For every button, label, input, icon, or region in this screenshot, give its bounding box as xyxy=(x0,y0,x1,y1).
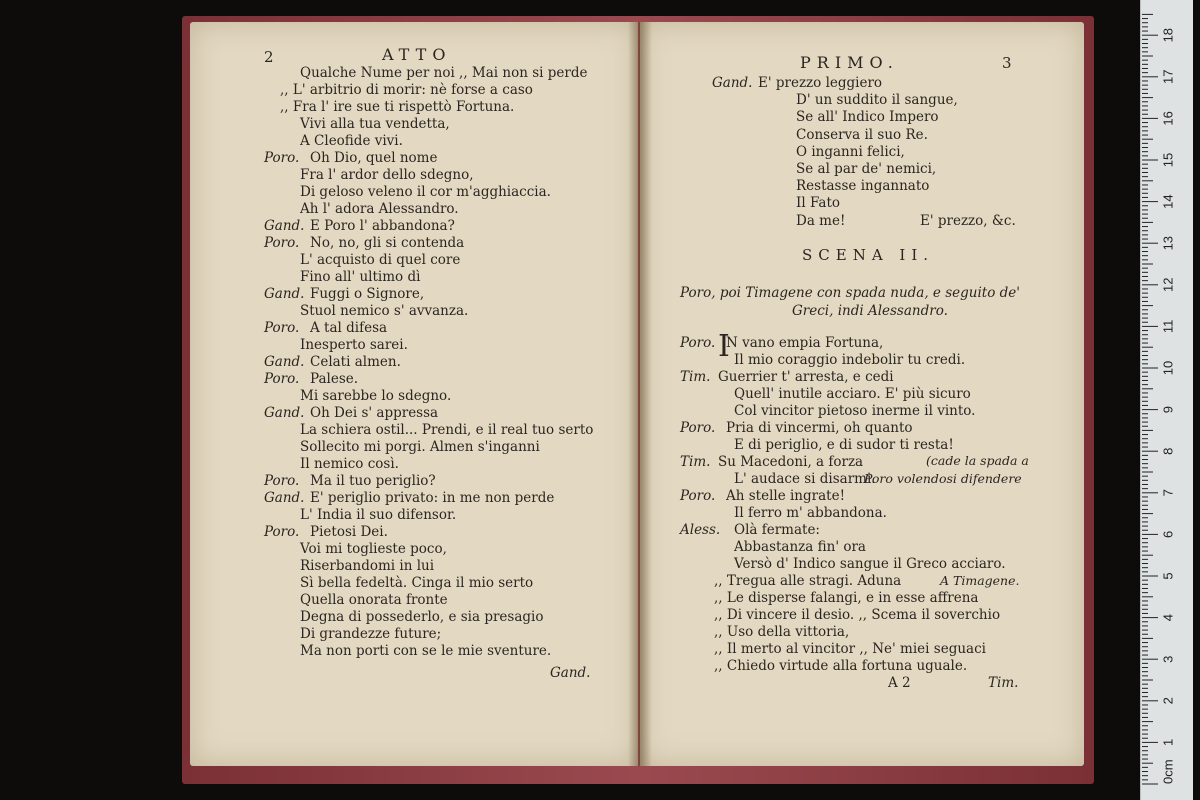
left-page-line: Oh Dio, quel nome xyxy=(310,150,438,166)
aria-speaker: Gand. xyxy=(712,75,753,91)
right-page-line: ,, Le disperse falangi, e in esse affrena xyxy=(714,590,979,606)
aria-line: Da me! xyxy=(796,212,846,229)
left-page-speaker: Gand. xyxy=(264,354,305,370)
left-page-line: A tal difesa xyxy=(310,320,388,336)
aria-line: O inganni felici, xyxy=(796,143,905,160)
right-page-speaker: Poro. xyxy=(680,488,716,504)
aria-line: Se all' Indico Impero xyxy=(796,109,939,126)
ruler-label: 1 xyxy=(1160,738,1176,747)
right-page-line: L' audace si disarmi. xyxy=(734,471,876,487)
left-page-line: Voi mi toglieste poco, xyxy=(300,541,447,557)
stage-direction-line-2: Greci, indi Alessandro. xyxy=(792,303,948,319)
left-page-line: E' periglio privato: in me non perde xyxy=(310,490,555,506)
left-page-line: E Poro l' abbandona? xyxy=(310,218,455,234)
left-running-head: ATTO xyxy=(382,45,452,64)
left-page-line: Palese. xyxy=(310,371,359,387)
right-page-line: Guerrier t' arresta, e cedi xyxy=(718,369,894,385)
left-page-line: Mi sarebbe lo sdegno. xyxy=(300,388,452,404)
left-page-line: Ah l' adora Alessandro. xyxy=(300,201,459,217)
left-page-line: Fino all' ultimo dì xyxy=(300,269,421,285)
ruler-label: 12 xyxy=(1160,277,1176,293)
stage-note-timagene: A Timagene. xyxy=(940,573,1020,588)
right-page-speaker: Tim. xyxy=(680,454,711,470)
ruler-label: 13 xyxy=(1160,235,1176,251)
left-page-line: Di grandezze future; xyxy=(300,626,442,642)
right-catchword: Tim. xyxy=(988,675,1019,691)
left-page-speaker: Poro. xyxy=(264,235,300,251)
stage-note-poro: Poro volendosi difendere xyxy=(864,471,1022,486)
left-page-speaker: Gand. xyxy=(264,286,305,302)
left-page-line: Fra l' ardor dello sdegno, xyxy=(300,167,474,183)
ruler-label: 8 xyxy=(1160,447,1176,455)
right-page-line: Su Macedoni, a forza xyxy=(718,454,864,470)
left-page-line: Di geloso veleno il cor m'agghiaccia. xyxy=(300,184,551,200)
right-page-speaker: Tim. xyxy=(680,369,711,385)
left-page-line: L' acquisto di quel core xyxy=(300,252,461,268)
left-page-line: No, no, gli si contenda xyxy=(310,235,465,251)
measuring-ruler xyxy=(1140,0,1193,800)
ruler-label: 9 xyxy=(1160,405,1176,414)
left-page-line: Inesperto sarei. xyxy=(300,337,408,353)
drop-initial: I xyxy=(718,329,730,364)
left-page-line: Vivi alla tua vendetta, xyxy=(300,116,450,132)
left-page-line: Il nemico così. xyxy=(300,456,399,472)
ruler-scale xyxy=(1141,0,1193,800)
right-page-speaker: Aless. xyxy=(680,522,721,538)
aria-line: Se al par de' nemici, xyxy=(796,161,937,177)
left-page-speaker: Gand. xyxy=(264,405,305,421)
left-page-line: Sì bella fedeltà. Cinga il mio serto xyxy=(300,575,534,591)
left-page-line: Celati almen. xyxy=(310,354,401,370)
left-page-line: Oh Dei s' appressa xyxy=(310,405,439,421)
left-page-line: Ma non porti con se le mie sventure. xyxy=(300,643,552,659)
right-page-line: Pria di vincermi, oh quanto xyxy=(726,420,913,436)
left-page-line: Riserbandomi in lui xyxy=(300,558,435,574)
ruler-label: 6 xyxy=(1160,530,1176,539)
right-page-line: Versò d' Indico sangue il Greco acciaro. xyxy=(734,556,1006,572)
right-page-line: ,, Uso della vittoria, xyxy=(714,624,850,640)
aria-line: Conserva il suo Re. xyxy=(796,126,928,143)
left-page-line: L' India il suo difensor. xyxy=(300,507,457,523)
aria-line: E' prezzo leggiero xyxy=(758,75,883,91)
left-page-line: Pietosi Dei. xyxy=(310,524,388,540)
left-page-line: Stuol nemico s' avvanza. xyxy=(300,303,469,319)
left-page-line: Qualche Nume per noi ,, Mai non si perde xyxy=(300,65,588,81)
left-catchword: Gand. xyxy=(550,665,591,681)
left-page-speaker: Gand. xyxy=(264,218,305,234)
right-page-speaker: Poro. xyxy=(680,420,716,436)
ruler-label: 14 xyxy=(1160,194,1176,209)
right-page-line: Abbastanza fin' ora xyxy=(734,539,866,555)
ruler-label: 17 xyxy=(1160,69,1176,85)
aria-repeat: E' prezzo, &c. xyxy=(920,213,1016,229)
aria-line: Il Fato xyxy=(796,195,840,212)
right-running-head: PRIMO. xyxy=(800,53,899,72)
left-page-speaker: Poro. xyxy=(264,150,300,166)
right-page-line: N vano empia Fortuna, xyxy=(726,335,884,351)
left-page-line: La schiera ostil... Prendi, e il real tuo serto xyxy=(300,422,594,438)
signature-mark: A 2 xyxy=(888,675,911,691)
ruler-label: 15 xyxy=(1160,152,1176,168)
right-page-line: ,, Chiedo virtude alla fortuna uguale. xyxy=(714,658,968,674)
left-page-speaker: Poro. xyxy=(264,320,300,336)
left-page-line: ,, Fra l' ire sue ti rispettò Fortuna. xyxy=(280,99,515,115)
left-page-line: ,, L' arbitrio di morir: nè forse a caso xyxy=(280,82,533,98)
right-page-line: ,, Di vincere il desio. ,, Scema il soverchio xyxy=(714,607,1001,623)
ruler-label: 0cm xyxy=(1160,759,1176,784)
left-page-line: Fuggi o Signore, xyxy=(310,286,425,302)
right-page-line: ,, Il merto al vincitor ,, Ne' miei seguaci xyxy=(714,641,986,657)
ruler-label: 10 xyxy=(1160,360,1176,376)
ruler-label: 5 xyxy=(1160,572,1176,580)
left-page-speaker: Gand. xyxy=(264,490,305,506)
ruler-label: 18 xyxy=(1160,27,1176,43)
right-page-line: Olà fermate: xyxy=(734,522,820,538)
stage-direction-line-1: Poro, poi Timagene con spada nuda, e seguito de' xyxy=(680,285,1020,301)
book-gutter xyxy=(628,22,652,766)
ruler-label: 11 xyxy=(1160,319,1176,334)
right-page-number: 3 xyxy=(1002,54,1012,72)
left-page-line: Sollecito mi porgi. Almen s'inganni xyxy=(300,439,540,455)
ruler-label: 2 xyxy=(1160,697,1176,705)
left-page-line: Degna di possederlo, e sia presagio xyxy=(300,609,544,625)
aria-line: D' un suddito il sangue, xyxy=(796,92,958,109)
ruler-label: 16 xyxy=(1160,111,1176,126)
right-page-line: ,, Tregua alle stragi. Aduna xyxy=(714,573,902,589)
left-page-line: Ma il tuo periglio? xyxy=(310,473,436,489)
right-page-speaker: Poro. xyxy=(680,335,716,351)
right-page-line: Col vincitor pietoso inerme il vinto. xyxy=(734,403,976,419)
left-page-speaker: Poro. xyxy=(264,473,300,489)
ruler-label: 7 xyxy=(1160,489,1176,497)
left-page-speaker: Poro. xyxy=(264,371,300,387)
ruler-label: 3 xyxy=(1160,655,1176,663)
right-page-line: Il ferro m' abbandona. xyxy=(734,505,887,521)
ruler-label: 4 xyxy=(1160,613,1176,622)
right-page-line: E di periglio, e di sudor ti resta! xyxy=(734,437,954,453)
stage-note-sword: (cade la spada a xyxy=(926,453,1029,468)
left-page-speaker: Poro. xyxy=(264,524,300,540)
left-page-line: A Cleofide vivi. xyxy=(300,133,403,149)
right-page-line: Il mio coraggio indebolir tu credi. xyxy=(734,352,966,368)
scene-heading: SCENA II. xyxy=(802,246,935,264)
right-page-line: Ah stelle ingrate! xyxy=(726,488,845,504)
left-page-number: 2 xyxy=(264,48,274,66)
left-page-line: Quella onorata fronte xyxy=(300,592,448,608)
aria-line: Restasse ingannato xyxy=(796,178,930,195)
right-page-line: Quell' inutile acciaro. E' più sicuro xyxy=(734,386,971,402)
